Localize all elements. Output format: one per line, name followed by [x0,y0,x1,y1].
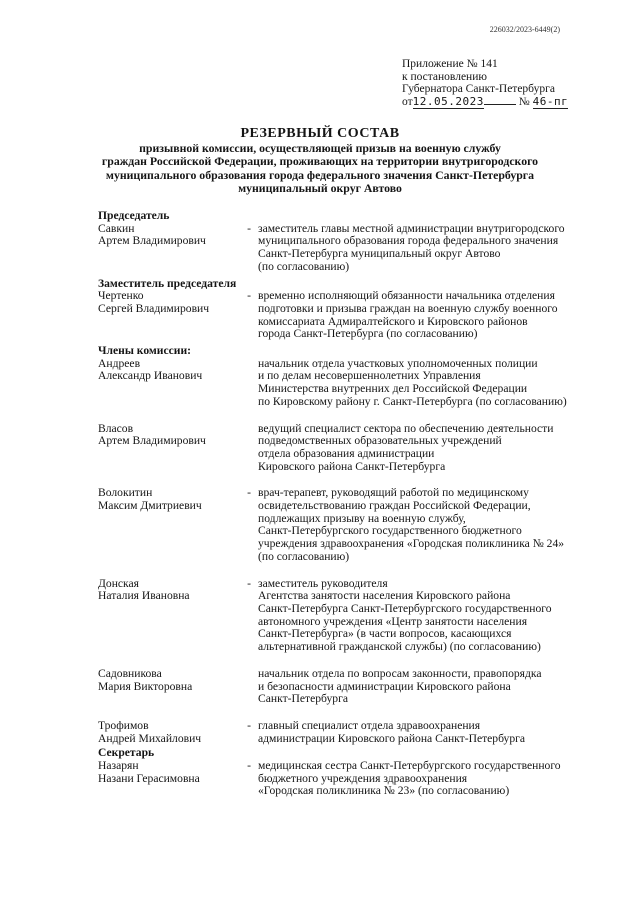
role-line: автономного учреждения «Центр занятости населения [258,614,528,628]
role-line: (по согласованию) [258,549,350,563]
member-row [98,487,618,563]
member-dash: - [247,759,251,773]
member-surname: Донская [98,576,139,590]
role-line: заместитель главы местной администрации внутригородского [258,221,565,235]
role-line: муниципального образования города федерального значения [258,234,559,248]
role-line: ведущий специалист сектора по обеспечению деятельности [258,421,554,435]
title-line-2: граждан Российской Федерации, проживающих на территории внутригородского [101,154,539,169]
role-line: Министерства внутренних дел Российской Федерации [258,382,528,396]
member-row [98,290,618,341]
section-members [98,345,618,745]
sections-container [98,210,618,798]
member-name [98,487,240,563]
member-role [258,358,616,409]
role-line: Агентства занятости населения Кировского района [258,589,511,603]
number-prefix: № [518,95,530,108]
role-line: и по делам несовершеннолетних Управления [258,369,481,383]
role-line: и безопасности администрации Кировского района [258,679,511,693]
member-given-names: Артем Владимирович [98,234,206,248]
role-line: комиссариата Адмиралтейского и Кировского районов [258,314,528,328]
section-title-secretary: Секретарь [98,746,155,760]
member-surname: Савкин [98,221,135,235]
member-role [258,668,616,706]
member-given-names: Максим Дмитриевич [98,499,202,513]
member-given-names: Наталия Ивановна [98,589,190,603]
decree-date: 12.05.2023 [412,94,484,108]
role-line: временно исполняющий обязанности начальника отделения [258,289,555,303]
role-line: медицинская сестра Санкт-Петербургского государственного [258,759,561,773]
member-name [98,668,240,706]
member-dash: - [247,486,251,500]
member-name [98,423,240,474]
member-row [98,720,618,745]
date-prefix: от [402,95,413,108]
section-chair [98,210,618,274]
member-given-names: Назани Герасимовна [98,771,200,785]
role-line: Санкт-Петербурга муниципальный округ Автово [258,247,501,261]
member-dash: - [247,718,251,732]
member-role [258,223,616,274]
member-surname: Чертенко [98,289,144,303]
member-name [98,578,240,654]
member-name [98,720,240,745]
member-row [98,578,618,654]
date-underline [484,104,516,105]
title-line-4: муниципальный округ Автово [238,181,402,196]
role-line: врач-терапевт, руководящий работой по медицинскому [258,486,529,500]
role-line: альтернативной гражданской службы) (по согласованию) [258,640,541,654]
appendix-line-2: к постановлению [402,70,487,83]
member-role [258,487,616,563]
role-line: администрации Кировского района Санкт-Петербурга [258,731,526,745]
member-given-names: Александр Иванович [98,369,203,383]
member-given-names: Артем Владимирович [98,434,206,448]
section-title-chair: Председатель [98,209,170,222]
member-surname: Андреев [98,356,141,370]
role-line: подведомственных образовательных учреждений [258,434,502,448]
member-row [98,223,618,274]
role-line: «Городская поликлиника № 23» (по согласованию) [258,784,510,798]
member-name [98,290,240,341]
member-surname: Назарян [98,759,139,773]
title-line-3: муниципального образования города федерального значения Санкт-Петербурга [105,167,535,182]
section-title-members: Члены комиссии: [98,344,191,358]
section-deputy [98,278,618,342]
member-dash: - [247,576,251,590]
role-line: Санкт-Петербурга» (в части вопросов, касающихся [258,627,512,641]
appendix-date-line [402,96,602,110]
role-line: подлежащих призыву на военную службу, [258,511,466,525]
member-role [258,290,616,341]
member-role [258,578,616,654]
member-dash [240,668,258,706]
member-given-names: Мария Викторовна [98,679,193,693]
role-line: по Кировскому району г. Санкт-Петербурга (по согласованию) [258,394,567,408]
member-dash [240,358,258,409]
role-line: главный специалист отдела здравоохранения [258,718,481,732]
member-dash: - [247,221,251,235]
member-row [98,668,618,706]
member-name [98,358,240,409]
role-line: учреждения здравоохранения «Городская поликлиника № 24» [258,537,565,551]
title-main: РЕЗЕРВНЫЙ СОСТАВ [240,126,400,141]
member-surname: Волокитин [98,486,153,500]
member-row [98,423,618,474]
section-title-deputy: Заместитель председателя [98,276,237,290]
document-title [60,126,580,196]
title-line-1: призывной комиссии, осуществляющей призыв на военную службу [139,141,501,155]
role-line: Кировского района Санкт-Петербурга [258,459,446,473]
member-surname: Садовникова [98,666,162,680]
member-given-names: Андрей Михайлович [98,731,202,745]
appendix-line-1: Приложение № 141 [402,58,498,70]
member-dash: - [247,289,251,303]
member-dash [240,423,258,474]
decree-number: 46-пг [532,94,569,108]
role-line: освидетельствованию граждан Российской Федерации, [258,499,531,513]
role-line: города Санкт-Петербурга (по согласованию) [258,327,478,341]
member-name [98,223,240,274]
role-line: подготовки и призыва граждан на военную службу военного [258,301,558,315]
document-number: 226032/2023-6449(2) [489,25,560,34]
appendix-line-3: Губернатора Санкт-Петербурга [402,83,555,96]
role-line: начальник отдела по вопросам законности, правопорядка [258,666,542,680]
role-line: Санкт-Петербурга Санкт-Петербургского государственного [258,601,552,615]
member-name [98,760,240,798]
role-line: заместитель руководителя [258,576,388,590]
role-line: бюджетного учреждения здравоохранения [258,771,468,785]
appendix-block [402,58,602,109]
member-row [98,358,618,409]
member-role [258,423,616,474]
member-role [258,720,616,745]
member-surname: Власов [98,421,134,435]
role-line: начальник отдела участковых уполномоченных полиции [258,356,538,370]
role-line: (по согласованию) [258,259,350,273]
commission-list [98,210,618,798]
role-line: Санкт-Петербургского государственного бюджетного [258,524,522,538]
member-role [258,760,616,798]
member-row [98,760,618,798]
member-surname: Трофимов [98,718,149,732]
member-given-names: Сергей Владимирович [98,301,210,315]
role-line: Санкт-Петербурга [258,692,348,706]
section-secretary [98,747,618,798]
role-line: отдела образования администрации [258,446,435,460]
